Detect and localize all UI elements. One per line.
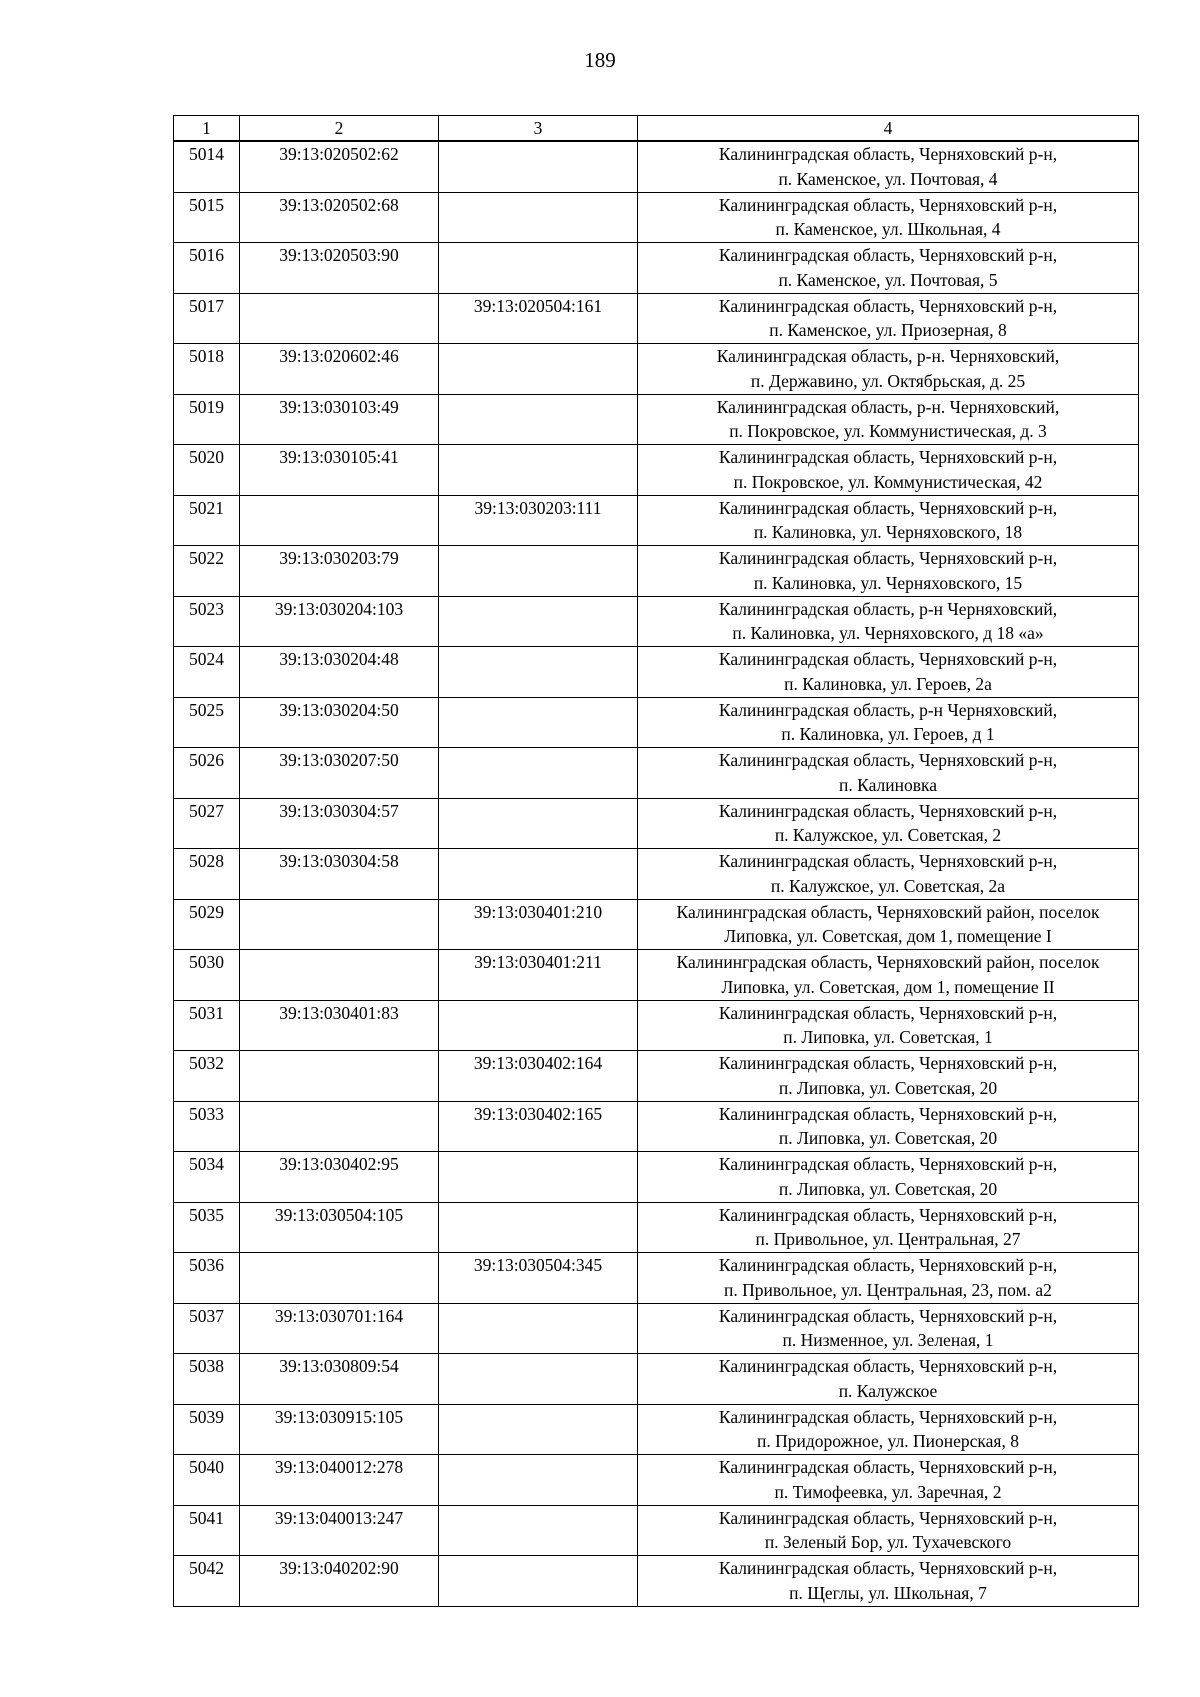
- address-line: Калининградская область, Черняховский р-н,: [718, 800, 1058, 821]
- address-cell: [638, 899, 1139, 950]
- address-line: Калининградская область, Черняховский р-н,: [718, 1356, 1058, 1376]
- address-line: п. Каменское, ул. Почтовая, 4: [778, 168, 998, 189]
- cadastral-number-cell: [240, 950, 439, 1001]
- header-row: [174, 116, 1139, 142]
- table-body: [174, 141, 1139, 1606]
- address-line: Калининградская область, Черняховский р-н,: [718, 1103, 1058, 1124]
- address-cell: [638, 950, 1139, 1001]
- cadastral-number-alt-cell: [439, 697, 638, 748]
- address-line: Калининградская область, Черняховский р-н,: [718, 1558, 1058, 1578]
- row-number-cell: 5031: [174, 1000, 240, 1051]
- row-number-cell: 5018: [174, 344, 240, 395]
- table-row: [174, 546, 1139, 597]
- address-line: п. Калужское, ул. Советская, 2: [774, 825, 1002, 845]
- cadastral-number-alt-cell: [439, 1455, 638, 1506]
- row-number-cell: 5019: [174, 394, 240, 445]
- address-cell: [638, 1101, 1139, 1152]
- address-cell: [638, 1556, 1139, 1607]
- address-cell: [638, 1455, 1139, 1506]
- table-row: [174, 1051, 1139, 1102]
- cadastral-number-alt-cell: [439, 596, 638, 647]
- address-line: п. Липовка, ул. Советская, 1: [783, 1027, 993, 1047]
- address-cell: [638, 495, 1139, 546]
- cadastral-number-alt-cell: [439, 344, 638, 395]
- cadastral-number-alt-cell: [439, 1404, 638, 1455]
- cadastral-number-alt-cell: [439, 1000, 638, 1051]
- cadastral-number-alt-cell: [439, 849, 638, 900]
- address-cell: [638, 293, 1139, 344]
- cadastral-number-cell: 39:13:030105:41: [240, 445, 439, 496]
- address-cell: [638, 1354, 1139, 1405]
- address-line: Калининградская область, Черняховский р-н,: [718, 1002, 1058, 1023]
- address-cell: [638, 344, 1139, 395]
- cadastral-number-cell: 39:13:020502:68: [240, 192, 439, 243]
- address-line: п. Привольное, ул. Центральная, 27: [755, 1229, 1021, 1249]
- table-row: [174, 596, 1139, 647]
- address-line: Калининградская область, Черняховский р-н,: [718, 295, 1058, 316]
- cadastral-number-cell: [240, 495, 439, 546]
- row-number-cell: 5030: [174, 950, 240, 1001]
- cadastral-number-alt-cell: [439, 141, 638, 192]
- table-row: [174, 1556, 1139, 1607]
- address-line: п. Калиновка, ул. Черняховского, д 18 «а»: [732, 623, 1044, 643]
- cadastral-number-alt-cell: [439, 1505, 638, 1556]
- address-line: Калининградская область, р-н. Черняховский,: [716, 346, 1060, 366]
- address-cell: [638, 141, 1139, 192]
- row-number-cell: 5027: [174, 798, 240, 849]
- table-row: [174, 192, 1139, 243]
- address-cell: [638, 192, 1139, 243]
- cadastral-number-alt-cell: 39:13:020504:161: [439, 293, 638, 344]
- cadastral-number-alt-cell: [439, 243, 638, 294]
- address-cell: [638, 798, 1139, 849]
- column-header-3: 3: [439, 116, 638, 142]
- address-line: п. Калужское, ул. Советская, 2а: [770, 875, 1006, 896]
- cadastral-number-cell: 39:13:030402:95: [240, 1152, 439, 1203]
- cadastral-number-alt-cell: [439, 1152, 638, 1203]
- table-row: [174, 1455, 1139, 1506]
- table-row: [174, 1202, 1139, 1253]
- row-number-cell: 5033: [174, 1101, 240, 1152]
- address-line: Калининградская область, р-н Черняховский,: [718, 699, 1058, 720]
- address-line: п. Покровское, ул. Коммунистическая, д. 3: [729, 421, 1047, 441]
- address-line: п. Липовка, ул. Советская, 20: [778, 1077, 998, 1098]
- address-line: Калининградская область, Черняховский р-н,: [718, 1154, 1058, 1174]
- address-line: п. Тимофеевка, ул. Заречная, 2: [774, 1481, 1002, 1502]
- address-line: п. Привольное, ул. Центральная, 23, пом. а2: [724, 1279, 1052, 1300]
- address-cell: [638, 1051, 1139, 1102]
- address-line: п. Низменное, ул. Зеленая, 1: [782, 1330, 994, 1350]
- address-line: п. Щеглы, ул. Школьная, 7: [789, 1582, 987, 1603]
- table-row: [174, 1303, 1139, 1354]
- cadastral-number-alt-cell: [439, 546, 638, 597]
- table-row: [174, 647, 1139, 698]
- address-line: п. Липовка, ул. Советская, 20: [778, 1178, 998, 1199]
- cadastral-number-cell: [240, 293, 439, 344]
- address-line: Калининградская область, Черняховский район, поселок: [676, 901, 1100, 922]
- cadastral-number-cell: 39:13:030103:49: [240, 394, 439, 445]
- address-cell: [638, 1404, 1139, 1455]
- address-line: п. Придорожное, ул. Пионерская, 8: [757, 1431, 1019, 1451]
- address-line: Калининградская область, Черняховский р-н,: [718, 750, 1058, 770]
- cadastral-number-cell: 39:13:030204:48: [240, 647, 439, 698]
- cadastral-number-cell: 39:13:020502:62: [240, 141, 439, 192]
- row-number-cell: 5023: [174, 596, 240, 647]
- address-cell: [638, 596, 1139, 647]
- address-line: Калининградская область, р-н. Черняховский,: [716, 396, 1060, 417]
- table-row: [174, 495, 1139, 546]
- address-line: Калининградская область, р-н Черняховский,: [718, 598, 1058, 619]
- cadastral-number-cell: 39:13:030915:105: [240, 1404, 439, 1455]
- cadastral-number-alt-cell: [439, 394, 638, 445]
- column-header-4: 4: [638, 116, 1139, 142]
- address-cell: [638, 1202, 1139, 1253]
- address-cell: [638, 394, 1139, 445]
- address-line: п. Каменское, ул. Школьная, 4: [775, 219, 1001, 239]
- table-row: [174, 1404, 1139, 1455]
- address-line: Калининградская область, Черняховский р-н,: [718, 497, 1058, 518]
- column-header-2: 2: [240, 116, 439, 142]
- row-number-cell: 5024: [174, 647, 240, 698]
- cadastral-number-cell: [240, 1253, 439, 1304]
- row-number-cell: 5040: [174, 1455, 240, 1506]
- address-cell: [638, 697, 1139, 748]
- table-row: [174, 899, 1139, 950]
- cadastral-number-alt-cell: 39:13:030203:111: [439, 495, 638, 546]
- cadastral-number-alt-cell: [439, 647, 638, 698]
- cadastral-number-cell: [240, 899, 439, 950]
- address-cell: [638, 1253, 1139, 1304]
- cadastral-table: [173, 115, 1139, 1607]
- table-row: [174, 798, 1139, 849]
- address-cell: [638, 1303, 1139, 1354]
- address-cell: [638, 1152, 1139, 1203]
- cadastral-number-alt-cell: 39:13:030401:211: [439, 950, 638, 1001]
- row-number-cell: 5039: [174, 1404, 240, 1455]
- address-line: Калининградская область, Черняховский р-н,: [718, 1053, 1058, 1073]
- table-row: [174, 1505, 1139, 1556]
- address-line: п. Калиновка, ул. Героев, 2а: [784, 673, 992, 694]
- address-line: п. Калиновка, ул. Черняховского, 15: [753, 572, 1023, 593]
- address-line: Калининградская область, Черняховский р-н,: [718, 447, 1058, 467]
- cadastral-number-alt-cell: [439, 1303, 638, 1354]
- address-line: п. Липовка, ул. Советская, 20: [778, 1128, 998, 1148]
- address-line: Калининградская область, Черняховский р-н,: [718, 144, 1058, 164]
- cadastral-number-cell: 39:13:030304:57: [240, 798, 439, 849]
- cadastral-number-cell: 39:13:030401:83: [240, 1000, 439, 1051]
- cadastral-number-cell: 39:13:030809:54: [240, 1354, 439, 1405]
- row-number-cell: 5037: [174, 1303, 240, 1354]
- cadastral-number-cell: 39:13:030204:50: [240, 697, 439, 748]
- row-number-cell: 5029: [174, 899, 240, 950]
- address-line: Калининградская область, Черняховский р-н,: [718, 194, 1058, 215]
- address-line: Калининградская область, Черняховский р-н,: [718, 1507, 1058, 1528]
- address-line: Калининградская область, Черняховский р-н,: [718, 649, 1058, 669]
- cadastral-number-cell: 39:13:030204:103: [240, 596, 439, 647]
- row-number-cell: 5015: [174, 192, 240, 243]
- table-row: [174, 394, 1139, 445]
- address-line: Калининградская область, Черняховский р-н,: [718, 1305, 1058, 1326]
- table-row: [174, 697, 1139, 748]
- address-cell: [638, 1000, 1139, 1051]
- table-row: [174, 141, 1139, 192]
- address-cell: [638, 849, 1139, 900]
- address-line: п. Калиновка, ул. Героев, д 1: [781, 724, 995, 744]
- address-line: п. Калиновка, ул. Черняховского, 18: [753, 522, 1023, 542]
- cadastral-number-cell: [240, 1101, 439, 1152]
- address-line: п. Калиновка: [839, 774, 937, 795]
- table-row: [174, 1253, 1139, 1304]
- table-row: [174, 293, 1139, 344]
- row-number-cell: 5025: [174, 697, 240, 748]
- row-number-cell: 5041: [174, 1505, 240, 1556]
- cadastral-number-alt-cell: 39:13:030504:345: [439, 1253, 638, 1304]
- address-line: п. Каменское, ул. Почтовая, 5: [778, 269, 998, 290]
- table-row: [174, 243, 1139, 294]
- row-number-cell: 5036: [174, 1253, 240, 1304]
- cadastral-number-cell: 39:13:030203:79: [240, 546, 439, 597]
- address-line: Калининградская область, Черняховский р-н,: [718, 548, 1058, 568]
- table-row: [174, 1152, 1139, 1203]
- address-line: п. Покровское, ул. Коммунистическая, 42: [733, 471, 1043, 492]
- column-header-1: 1: [174, 116, 240, 142]
- address-line: Калининградская область, Черняховский р-н,: [718, 1255, 1058, 1275]
- row-number-cell: 5032: [174, 1051, 240, 1102]
- cadastral-number-alt-cell: [439, 445, 638, 496]
- row-number-cell: 5038: [174, 1354, 240, 1405]
- cadastral-number-alt-cell: [439, 1556, 638, 1607]
- row-number-cell: 5035: [174, 1202, 240, 1253]
- address-line: п. Каменское, ул. Приозерная, 8: [769, 320, 1007, 340]
- cadastral-number-cell: 39:13:030701:164: [240, 1303, 439, 1354]
- cadastral-number-cell: 39:13:030504:105: [240, 1202, 439, 1253]
- address-line: п. Калужское: [838, 1380, 938, 1401]
- cadastral-number-cell: 39:13:040013:247: [240, 1505, 439, 1556]
- cadastral-number-alt-cell: 39:13:030402:165: [439, 1101, 638, 1152]
- table-row: [174, 445, 1139, 496]
- table-row: [174, 344, 1139, 395]
- row-number-cell: 5014: [174, 141, 240, 192]
- cadastral-number-alt-cell: [439, 1202, 638, 1253]
- cadastral-number-alt-cell: [439, 798, 638, 849]
- address-cell: [638, 748, 1139, 799]
- cadastral-number-alt-cell: 39:13:030401:210: [439, 899, 638, 950]
- table-row: [174, 748, 1139, 799]
- cadastral-number-alt-cell: [439, 1354, 638, 1405]
- address-line: Липовка, ул. Советская, дом 1, помещение II: [721, 976, 1055, 997]
- address-cell: [638, 546, 1139, 597]
- address-line: Липовка, ул. Советская, дом 1, помещение I: [724, 926, 1052, 946]
- table-row: [174, 1101, 1139, 1152]
- address-cell: [638, 1505, 1139, 1556]
- address-cell: [638, 445, 1139, 496]
- page-number: 189: [584, 48, 616, 72]
- row-number-cell: 5022: [174, 546, 240, 597]
- address-cell: [638, 647, 1139, 698]
- row-number-cell: 5026: [174, 748, 240, 799]
- row-number-cell: 5021: [174, 495, 240, 546]
- address-line: п. Державино, ул. Октябрьская, д. 25: [750, 370, 1026, 391]
- cadastral-number-cell: 39:13:040012:278: [240, 1455, 439, 1506]
- cadastral-number-cell: 39:13:030207:50: [240, 748, 439, 799]
- row-number-cell: 5017: [174, 293, 240, 344]
- address-line: Калининградская область, Черняховский р-н,: [718, 1204, 1058, 1225]
- row-number-cell: 5042: [174, 1556, 240, 1607]
- row-number-cell: 5034: [174, 1152, 240, 1203]
- cadastral-number-cell: 39:13:020602:46: [240, 344, 439, 395]
- cadastral-number-alt-cell: [439, 192, 638, 243]
- cadastral-number-cell: [240, 1051, 439, 1102]
- address-line: Калининградская область, Черняховский район, поселок: [676, 952, 1100, 972]
- cadastral-number-alt-cell: [439, 748, 638, 799]
- row-number-cell: 5020: [174, 445, 240, 496]
- cadastral-number-cell: 39:13:030304:58: [240, 849, 439, 900]
- table-row: [174, 849, 1139, 900]
- cadastral-number-alt-cell: 39:13:030402:164: [439, 1051, 638, 1102]
- table-row: [174, 1000, 1139, 1051]
- table-row: [174, 1354, 1139, 1405]
- address-line: Калининградская область, Черняховский р-н,: [718, 1406, 1058, 1427]
- row-number-cell: 5016: [174, 243, 240, 294]
- address-line: Калининградская область, Черняховский р-н,: [718, 245, 1058, 265]
- cadastral-number-cell: 39:13:040202:90: [240, 1556, 439, 1607]
- address-line: Калининградская область, Черняховский р-н,: [718, 851, 1058, 871]
- row-number-cell: 5028: [174, 849, 240, 900]
- address-cell: [638, 243, 1139, 294]
- table-row: [174, 950, 1139, 1001]
- address-line: Калининградская область, Черняховский р-н,: [718, 1457, 1058, 1477]
- cadastral-number-cell: 39:13:020503:90: [240, 243, 439, 294]
- address-line: п. Зеленый Бор, ул. Тухачевского: [764, 1532, 1012, 1552]
